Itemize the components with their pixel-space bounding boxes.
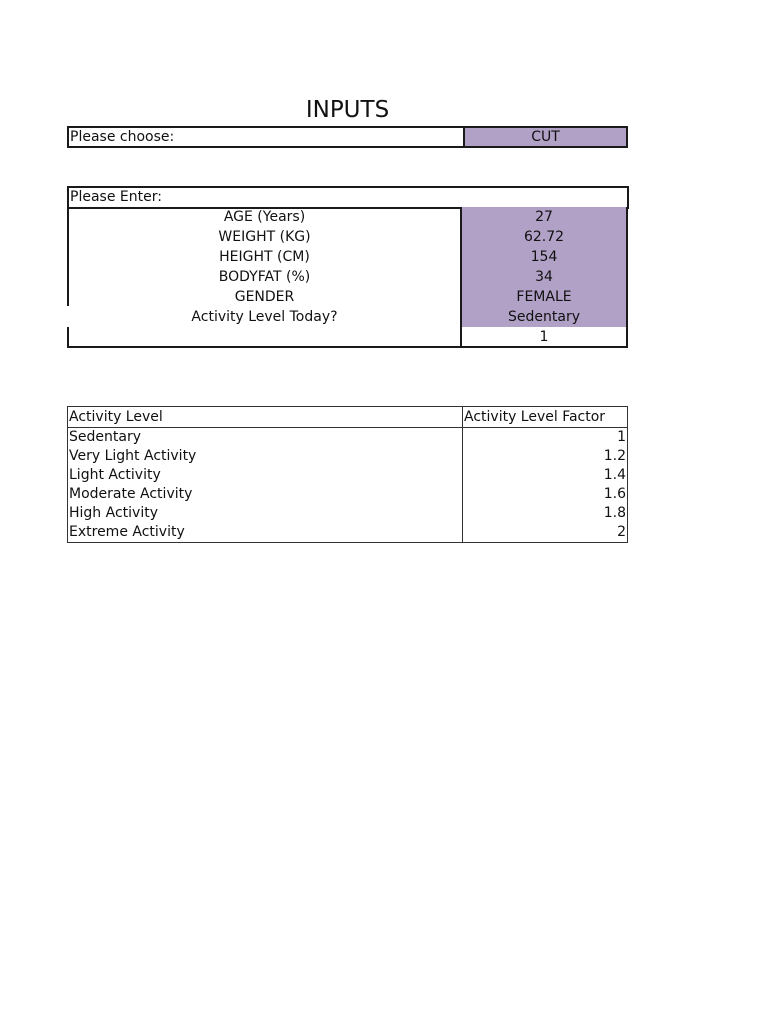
goal-choice-row — [67, 126, 628, 148]
activity-today-label: Activity Level Today? — [191, 309, 338, 325]
goal-choice-select[interactable]: CUT — [465, 128, 626, 146]
activity-today-row — [69, 307, 626, 327]
table-row — [68, 485, 628, 504]
enter-section-header — [67, 186, 629, 209]
activity-factor-result: 1 — [539, 329, 549, 345]
height-label: HEIGHT (CM) — [219, 249, 310, 265]
weight-input[interactable]: 62.72 — [462, 227, 626, 247]
activity-level-cell: Sedentary — [68, 428, 463, 448]
activity-factor-cell: 1.2 — [603, 448, 626, 464]
activity-factor-cell: 1.4 — [603, 467, 626, 483]
activity-factor-spacer — [69, 327, 460, 347]
activity-factor-cell: 2 — [617, 524, 626, 540]
activity-today-select[interactable]: Sedentary — [462, 307, 626, 327]
goal-choice-label: Please choose: — [69, 128, 465, 146]
height-input[interactable]: 154 — [462, 247, 626, 267]
gender-row — [69, 287, 626, 307]
activity-factor-cell: 1 — [617, 429, 626, 445]
height-row — [69, 247, 626, 267]
activity-level-cell: Extreme Activity — [68, 523, 463, 543]
weight-label: WEIGHT (KG) — [218, 229, 311, 245]
table-header-row — [68, 407, 628, 428]
gender-label: GENDER — [234, 289, 295, 305]
input-fields-block — [67, 207, 626, 346]
activity-factor-header: Activity Level Factor — [463, 407, 628, 428]
activity-factor-row — [69, 327, 626, 347]
age-row — [69, 207, 626, 227]
weight-row — [69, 227, 626, 247]
block-border — [626, 207, 628, 348]
table-row — [68, 447, 628, 466]
enter-section-header-label: Please Enter: — [70, 189, 162, 205]
activity-level-cell: Light Activity — [68, 466, 463, 485]
bodyfat-label: BODYFAT (%) — [218, 269, 311, 285]
activity-factor-cell: 1.8 — [603, 505, 626, 521]
activity-level-cell: Moderate Activity — [68, 485, 463, 504]
bodyfat-row — [69, 267, 626, 287]
activity-level-cell: High Activity — [68, 504, 463, 523]
table-row — [68, 504, 628, 523]
activity-level-cell: Very Light Activity — [68, 447, 463, 466]
age-label: AGE (Years) — [223, 209, 306, 225]
activity-level-header: Activity Level — [68, 407, 463, 428]
table-row — [68, 466, 628, 485]
bodyfat-input[interactable]: 34 — [462, 267, 626, 287]
activity-factor-cell: 1.6 — [603, 486, 626, 502]
age-input[interactable]: 27 — [462, 207, 626, 227]
activity-level-table — [67, 406, 628, 543]
gender-select[interactable]: FEMALE — [462, 287, 626, 307]
page-title: INPUTS — [305, 97, 390, 123]
table-row — [68, 523, 628, 543]
table-row — [68, 428, 628, 448]
